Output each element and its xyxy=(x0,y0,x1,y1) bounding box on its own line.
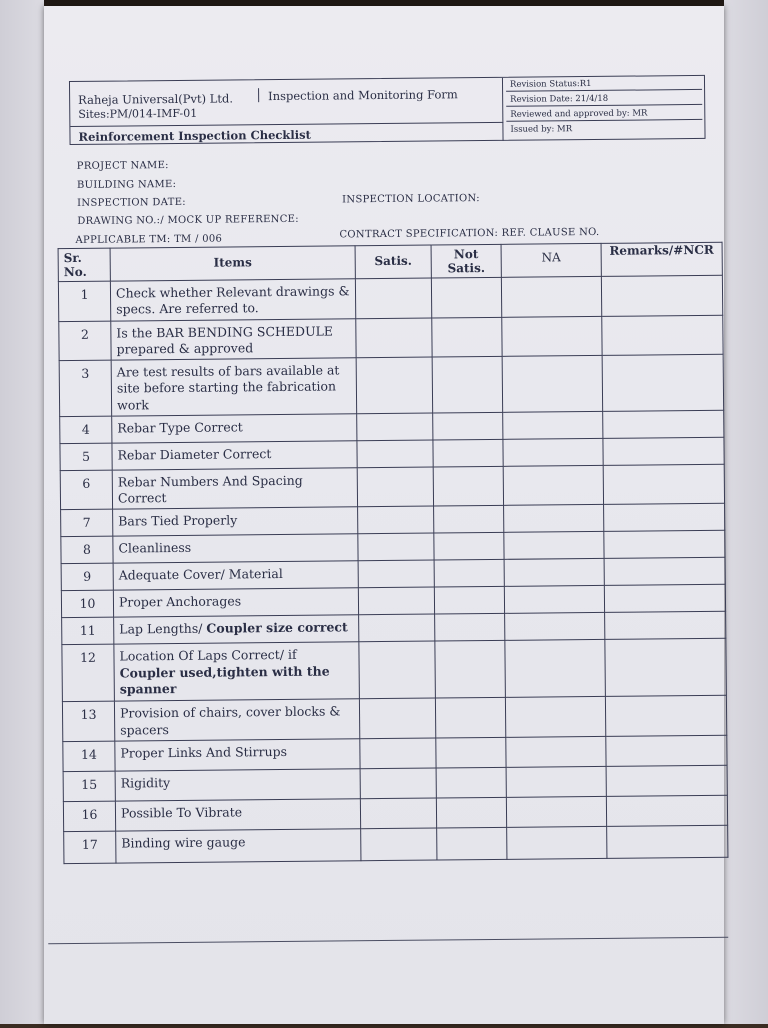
inspection-location-label: INSPECTION LOCATION: xyxy=(342,193,480,206)
row-sr-number: 10 xyxy=(61,590,113,617)
table-row xyxy=(62,638,727,701)
not-satis-cell[interactable] xyxy=(435,641,506,699)
table-row xyxy=(62,695,726,741)
row-sr-number: 4 xyxy=(60,416,112,443)
remarks-cell[interactable] xyxy=(605,611,726,639)
remarks-cell[interactable] xyxy=(604,503,725,531)
row-item xyxy=(114,642,360,701)
footer-line xyxy=(48,937,728,945)
na-cell[interactable] xyxy=(503,438,603,466)
remarks-cell[interactable] xyxy=(601,275,722,316)
row-sr-number: 14 xyxy=(63,741,115,771)
row-item xyxy=(115,738,360,770)
row-item-text: Rebar Diameter Correct xyxy=(117,445,272,463)
row-item xyxy=(113,588,358,617)
not-satis-cell[interactable] xyxy=(435,614,505,642)
not-satis-cell[interactable] xyxy=(434,560,504,588)
remarks-cell[interactable] xyxy=(602,354,724,411)
satis-cell[interactable] xyxy=(360,738,436,769)
satis-cell[interactable] xyxy=(358,533,434,561)
row-item-text: Cleanliness xyxy=(118,540,192,556)
na-cell[interactable] xyxy=(504,505,604,533)
row-item xyxy=(113,507,358,536)
remarks-cell[interactable] xyxy=(607,825,728,858)
row-item-text: Rebar Numbers And Spacing Correct xyxy=(117,472,303,506)
remarks-cell[interactable] xyxy=(604,530,725,558)
not-satis-cell[interactable] xyxy=(435,698,505,738)
satis-cell[interactable] xyxy=(355,278,431,318)
col-not-satis: Not Satis. xyxy=(431,244,501,278)
row-sr-number: 3 xyxy=(59,360,112,416)
company-name: Raheja Universal(Pvt) Ltd. xyxy=(78,91,234,107)
satis-cell[interactable] xyxy=(357,413,433,441)
satis-cell[interactable] xyxy=(358,560,434,588)
col-remarks: Remarks/#NCR xyxy=(601,242,722,276)
remarks-cell[interactable] xyxy=(603,410,724,438)
na-cell[interactable] xyxy=(504,586,604,614)
remarks-cell[interactable] xyxy=(605,638,727,696)
not-satis-cell[interactable] xyxy=(436,737,506,768)
not-satis-cell[interactable] xyxy=(437,827,507,860)
row-item-text: Proper Links And Stirrups xyxy=(120,743,288,761)
row-sr-number: 16 xyxy=(63,801,115,831)
building-name-label: BUILDING NAME: xyxy=(76,178,177,191)
not-satis-cell[interactable] xyxy=(431,277,501,317)
form-name: Inspection and Monitoring Form xyxy=(268,87,458,104)
row-sr-number: 11 xyxy=(62,617,114,644)
row-item xyxy=(111,318,356,360)
row-sr-number: 5 xyxy=(60,443,112,470)
row-sr-number: 8 xyxy=(61,536,113,563)
table-row xyxy=(59,315,723,361)
row-sr-number: 12 xyxy=(62,644,115,701)
remarks-cell[interactable] xyxy=(604,557,725,585)
remarks-cell[interactable] xyxy=(606,765,727,796)
not-satis-cell[interactable] xyxy=(434,506,504,534)
not-satis-cell[interactable] xyxy=(436,797,506,828)
sites-code: Sites:PM/014-IMF-01 xyxy=(78,106,198,121)
row-item-bold-text: Coupler size correct xyxy=(206,619,348,636)
row-item xyxy=(113,561,358,590)
remarks-cell[interactable] xyxy=(602,315,723,356)
table-row xyxy=(64,825,728,863)
na-cell[interactable] xyxy=(502,316,602,356)
row-item-text: Binding wire gauge xyxy=(121,834,246,851)
na-cell[interactable] xyxy=(502,355,603,412)
row-item-text: Is the BAR BENDING SCHEDULE prepared & approved xyxy=(116,322,334,357)
row-item xyxy=(116,828,361,862)
row-item-text: Adequate Cover/ Material xyxy=(118,566,283,583)
row-sr-number: 17 xyxy=(64,831,116,863)
row-item xyxy=(112,468,357,510)
not-satis-cell[interactable] xyxy=(432,317,502,357)
contract-spec-label: CONTRACT SPECIFICATION: REF. CLAUSE NO. xyxy=(339,226,600,241)
na-cell[interactable] xyxy=(506,736,606,767)
satis-cell[interactable] xyxy=(357,467,433,507)
applicable-tm-label: APPLICABLE TM: TM / 006 xyxy=(75,233,223,246)
table-row xyxy=(60,464,724,510)
row-item-text: Location Of Laps Correct/ if xyxy=(119,647,297,664)
row-item-text: Provision of chairs, cover blocks & spacers xyxy=(119,703,341,738)
checklist-title: Reinforcement Inspection Checklist xyxy=(78,127,311,144)
na-cell[interactable] xyxy=(507,826,607,859)
satis-cell[interactable] xyxy=(358,506,434,534)
revision-date: Revision Date: 21/4/18 xyxy=(506,91,702,107)
satis-cell[interactable] xyxy=(359,698,435,738)
checklist-table xyxy=(58,242,729,864)
row-item-text: Bars Tied Properly xyxy=(118,512,238,529)
satis-cell[interactable] xyxy=(360,798,436,829)
revision-status: Revision Status:R1 xyxy=(506,76,702,92)
na-cell[interactable] xyxy=(501,276,601,316)
satis-cell[interactable] xyxy=(356,318,432,358)
satis-cell[interactable] xyxy=(357,440,433,468)
col-sr-no: Sr. No. xyxy=(58,248,110,281)
not-satis-cell[interactable] xyxy=(432,356,503,412)
row-item-text: Rebar Type Correct xyxy=(117,419,243,436)
remarks-cell[interactable] xyxy=(606,735,727,766)
row-item-text: Proper Anchorages xyxy=(118,593,242,610)
row-sr-number: 7 xyxy=(61,509,113,536)
remarks-cell[interactable] xyxy=(603,464,724,505)
not-satis-cell[interactable] xyxy=(433,412,503,440)
row-item xyxy=(113,534,358,563)
row-sr-number: 15 xyxy=(63,771,115,801)
remarks-cell[interactable] xyxy=(603,437,724,465)
row-sr-number: 2 xyxy=(59,321,111,361)
row-item-bold-text: Coupler used,tighten with the spanner xyxy=(119,663,330,697)
row-item xyxy=(114,699,359,741)
col-satis: Satis. xyxy=(355,245,431,279)
header-left xyxy=(70,78,503,126)
satis-cell[interactable] xyxy=(356,357,433,413)
na-cell[interactable] xyxy=(503,465,603,505)
reviewed-by: Reviewed and approved by: MR xyxy=(506,106,702,122)
row-sr-number: 1 xyxy=(58,281,110,321)
na-cell[interactable] xyxy=(504,532,604,560)
issued-by: Issued by: MR xyxy=(510,124,573,135)
not-satis-cell[interactable] xyxy=(433,466,503,506)
row-item xyxy=(112,441,357,470)
satis-cell[interactable] xyxy=(361,828,437,861)
na-cell[interactable] xyxy=(506,766,606,797)
row-item xyxy=(115,768,360,800)
row-item-text: Possible To Vibrate xyxy=(120,804,243,821)
col-na: NA xyxy=(501,243,601,277)
row-item-text: Lap Lengths/ xyxy=(119,620,207,637)
not-satis-cell[interactable] xyxy=(434,533,504,561)
na-cell[interactable] xyxy=(505,697,605,737)
na-cell[interactable] xyxy=(505,613,605,641)
drawing-no-label: DRAWING NO.:/ MOCK UP REFERENCE: xyxy=(77,213,299,227)
row-item xyxy=(112,414,357,443)
row-item-text: Rigidity xyxy=(120,774,171,791)
row-sr-number: 6 xyxy=(60,470,112,510)
satis-cell[interactable] xyxy=(359,641,436,699)
row-item xyxy=(111,358,357,416)
row-sr-number: 13 xyxy=(62,701,114,741)
remarks-cell[interactable] xyxy=(604,584,725,612)
form-header xyxy=(69,75,706,145)
not-satis-cell[interactable] xyxy=(434,587,504,615)
na-cell[interactable] xyxy=(505,640,606,698)
satis-cell[interactable] xyxy=(359,614,435,642)
row-item-text: Are test results of bars available at site before starting the fabrication work xyxy=(116,362,340,413)
row-item xyxy=(115,798,360,830)
satis-cell[interactable] xyxy=(358,587,434,615)
not-satis-cell[interactable] xyxy=(433,439,503,467)
header-divider xyxy=(258,88,259,102)
checklist-rows xyxy=(58,275,728,863)
header-title-cell xyxy=(70,122,503,145)
na-cell[interactable] xyxy=(506,796,606,827)
col-items: Items xyxy=(110,246,355,281)
row-item xyxy=(110,279,355,321)
table-row xyxy=(59,354,724,416)
not-satis-cell[interactable] xyxy=(436,767,506,798)
row-sr-number: 9 xyxy=(61,563,113,590)
na-cell[interactable] xyxy=(504,559,604,587)
remarks-cell[interactable] xyxy=(605,695,726,736)
inspection-date-label: INSPECTION DATE: xyxy=(77,196,186,209)
row-item xyxy=(114,615,359,644)
table-row xyxy=(58,275,722,321)
satis-cell[interactable] xyxy=(360,768,436,799)
remarks-cell[interactable] xyxy=(606,795,727,826)
na-cell[interactable] xyxy=(503,411,603,439)
project-name-label: PROJECT NAME: xyxy=(76,160,169,172)
row-item-text: Check whether Relevant drawings & specs. Are referred to. xyxy=(115,283,350,317)
